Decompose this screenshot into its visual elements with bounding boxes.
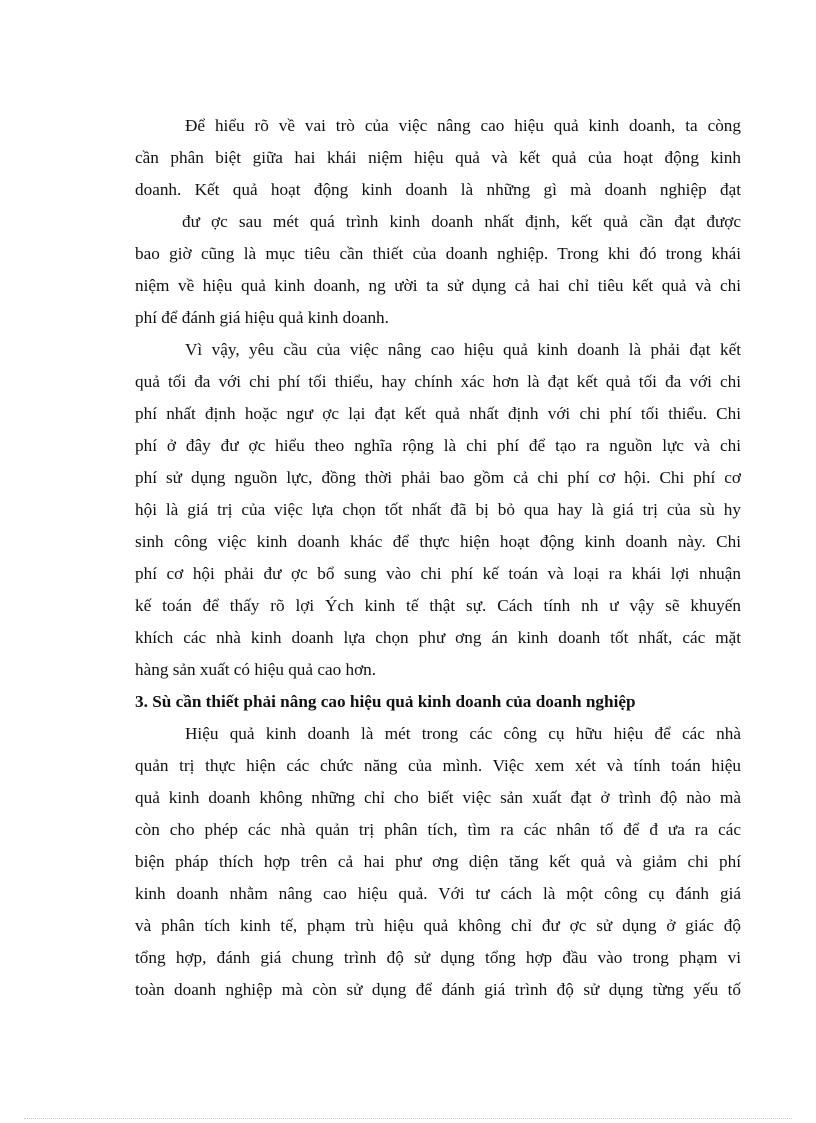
text-line: niệm về hiệu quả kinh doanh, ng ười ta sử dụng cả hai chỉ tiêu kết quả và chi	[135, 276, 741, 295]
paragraph-3	[135, 718, 741, 1006]
text-line: Vì vậy, yêu cầu của việc nâng cao hiệu quả kinh doanh là phải đạt kết	[185, 340, 741, 359]
text-line: biện pháp thích hợp trên cả hai phư ơng diện tăng kết quả và giảm chi phí	[135, 852, 741, 871]
text-line: hội là giá trị của việc lựa chọn tốt nhất đã bị bỏ qua hay là giá trị của sù hy	[135, 500, 741, 519]
text-line: phí để đánh giá hiệu quả kinh doanh.	[135, 308, 389, 327]
text-line: phí sử dụng nguồn lực, đồng thời phải bao gồm cả chi phí cơ hội. Chi phí cơ	[135, 468, 741, 487]
text-line: Hiệu quả kinh doanh là mét trong các công cụ hữu hiệu để các nhà	[185, 724, 741, 743]
text-line: quả tối đa với chi phí tối thiểu, hay chính xác hơn là đạt kết quả tối đa với chi	[135, 372, 741, 391]
text-line: khích các nhà kinh doanh lựa chọn phư ơng án kinh doanh tốt nhất, các mặt	[135, 628, 741, 647]
text-line: còn cho phép các nhà quản trị phân tích, tìm ra các nhân tố để đ ưa ra các	[135, 820, 741, 839]
text-line: Để hiểu rõ về vai trò của việc nâng cao hiệu quả kinh doanh, ta còng	[185, 116, 741, 135]
document-page	[135, 110, 741, 1006]
page-bottom-divider	[24, 1118, 792, 1119]
text-line: và phân tích kinh tế, phạm trù hiệu quả không chỉ đư ợc sử dụng ở giác độ	[135, 916, 741, 935]
text-line: phí nhất định hoặc ngư ợc lại đạt kết quả nhất định với chi phí tối thiểu. Chi	[135, 404, 741, 423]
text-line: hàng sản xuất có hiệu quả cao hơn.	[135, 660, 377, 679]
text-line: quả kinh doanh không những chỉ cho biết việc sản xuất đạt ở trình độ nào mà	[135, 788, 741, 807]
section-heading: 3. Sù cần thiết phải nâng cao hiệu quả kinh doanh của doanh nghiệp	[135, 692, 636, 711]
text-line: đư ợc sau mét quá trình kinh doanh nhất định, kết quả cần đạt được	[182, 212, 741, 231]
text-line: kế toán để thấy rõ lợi Ých kinh tế thật sự. Cách tính nh ư vậy sẽ khuyến	[135, 596, 741, 615]
text-line: tổng hợp, đánh giá chung trình độ sử dụng tổng hợp đầu vào trong phạm vi	[135, 948, 741, 967]
text-line: quản trị thực hiện các chức năng của mình. Việc xem xét và tính toán hiệu	[135, 756, 741, 775]
text-line: kinh doanh nhằm nâng cao hiệu quả. Với tư cách là một công cụ đánh giá	[135, 884, 741, 903]
text-line: doanh. Kết quả hoạt động kinh doanh là những gì mà doanh nghiệp đạt	[135, 180, 741, 199]
text-line: bao giờ cũng là mục tiêu cần thiết của doanh nghiệp. Trong khi đó trong khái	[135, 244, 741, 263]
paragraph-2	[135, 334, 741, 686]
text-line: sinh công việc kinh doanh khác để thực hiện hoạt động kinh doanh này. Chi	[135, 532, 741, 551]
text-line: phí ở đây đư ợc hiểu theo nghĩa rộng là chi phí để tạo ra nguồn lực và chi	[135, 436, 741, 455]
text-line: phí cơ hội phải đư ợc bổ sung vào chi phí kế toán và loại ra khái lợi nhuận	[135, 564, 741, 583]
paragraph-1	[135, 110, 741, 334]
text-line: toàn doanh nghiệp mà còn sử dụng để đánh giá trình độ sử dụng từng yếu tố	[135, 980, 741, 999]
text-line: cần phân biệt giữa hai khái niệm hiệu quả và kết quả của hoạt động kinh	[135, 148, 741, 167]
